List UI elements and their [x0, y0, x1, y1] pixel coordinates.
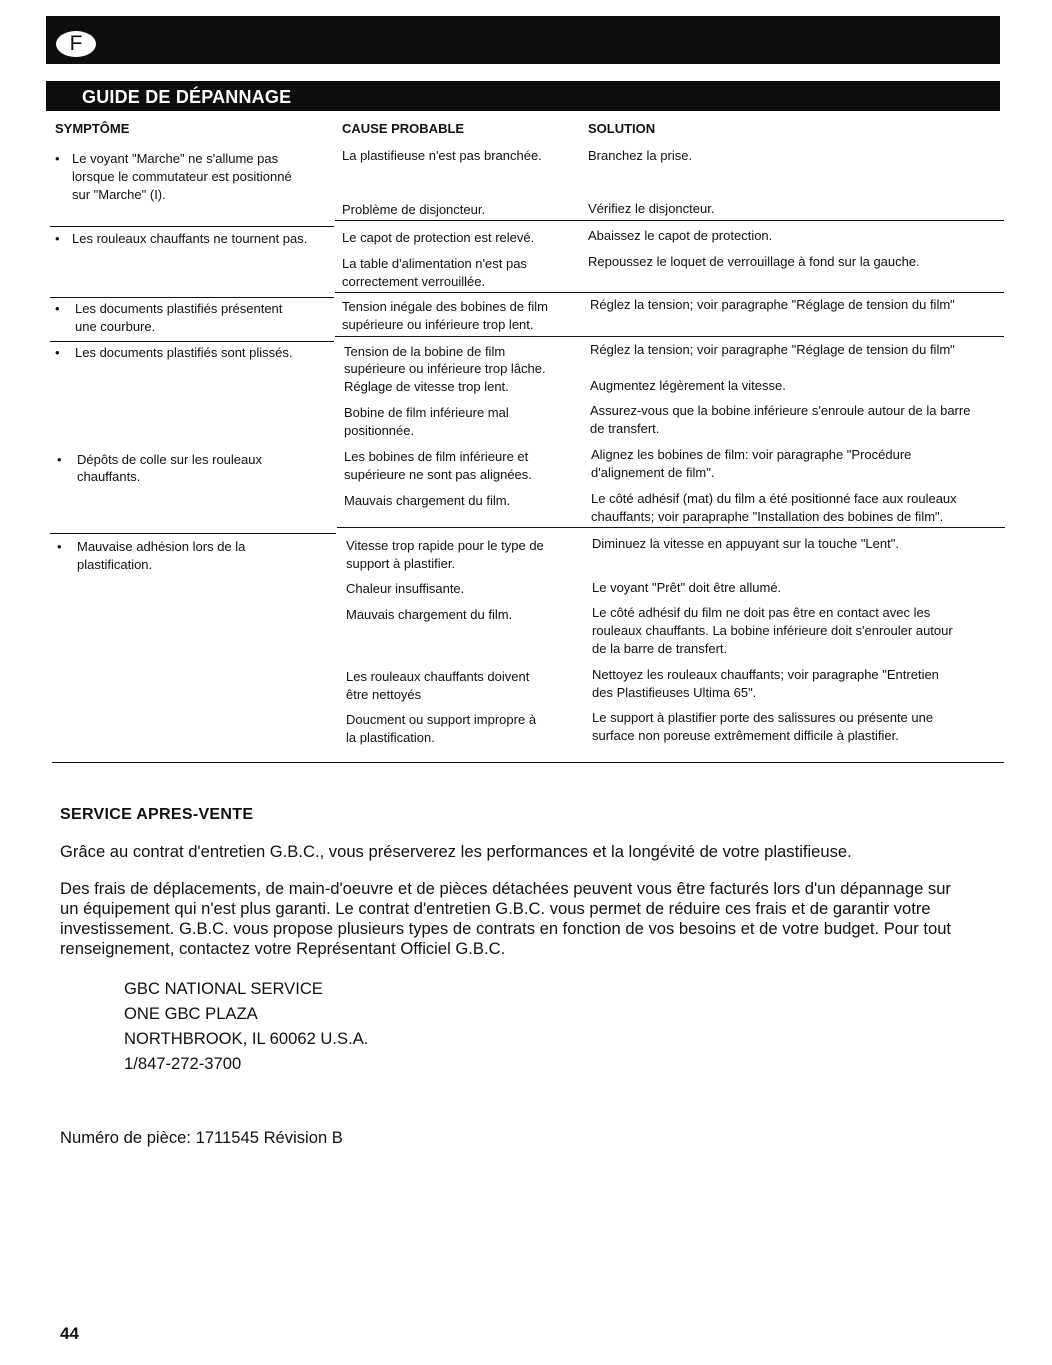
part-number: Numéro de pièce: 1711545 Révision B — [60, 1128, 343, 1147]
cause-line: positionnée. — [344, 423, 415, 438]
solution-line: Le support à plastifier porte des salissures ou présente une — [592, 710, 934, 725]
service-paragraph-2-line: investissement. G.B.C. vous propose plusieurs types de contrats en fonction de vos besoins et de votre budget. Pour tout — [60, 919, 952, 938]
symptom-line: lorsque le commutateur est positionné — [72, 169, 292, 184]
column-header-solution: SOLUTION — [588, 121, 656, 136]
solution-line: Branchez la prise. — [588, 148, 693, 163]
cause-line: la plastification. — [346, 730, 435, 745]
solution-line: Réglez la tension; voir paragraphe "Réglage de tension du film" — [590, 297, 955, 312]
table-bottom-rule — [52, 762, 1004, 763]
symptom-line: Les documents plastifiés sont plissés. — [75, 345, 293, 360]
symptom-line: Le voyant "Marche" ne s'allume pas — [72, 151, 279, 166]
bullet: • — [57, 539, 62, 554]
bullet: • — [55, 151, 60, 166]
symptom-line: Dépôts de colle sur les rouleaux — [77, 452, 262, 467]
solution-line: de la barre de transfert. — [592, 641, 728, 656]
solution-line: Abaissez le capot de protection. — [588, 228, 773, 243]
cause-line: supérieure ne sont pas alignées. — [344, 467, 532, 482]
page-number: 44 — [60, 1324, 79, 1343]
bullet: • — [57, 452, 62, 467]
solution-line: Alignez les bobines de film: voir paragraphe "Procédure — [591, 447, 912, 462]
row-divider — [50, 297, 334, 298]
cause-line: Réglage de vitesse trop lent. — [344, 379, 509, 394]
solution-line: de transfert. — [590, 421, 660, 436]
phone-number: 1/847-272-3700 — [124, 1054, 242, 1073]
cause-line: être nettoyés — [346, 687, 422, 702]
solution-line: chauffants; voir parapraphe "Installation des bobines de film". — [591, 509, 944, 524]
solution-line: Repoussez le loquet de verrouillage à fond sur la gauche. — [588, 254, 920, 269]
row-divider — [50, 226, 334, 227]
service-title: SERVICE APRES-VENTE — [60, 806, 254, 823]
bullet: • — [55, 301, 60, 316]
cause-line: La table d'alimentation n'est pas — [342, 256, 527, 271]
row-divider — [335, 292, 1004, 293]
solution-line: Vérifiez le disjoncteur. — [588, 201, 715, 216]
column-header-cause: CAUSE PROBABLE — [342, 121, 465, 136]
cause-line: La plastifieuse n'est pas branchée. — [342, 148, 542, 163]
service-paragraph-1: Grâce au contrat d'entretien G.B.C., vous préserverez les performances et la longévité de votre plastifieuse. — [60, 842, 852, 861]
cause-line: Mauvais chargement du film. — [346, 607, 513, 622]
address-line: NORTHBROOK, IL 60062 U.S.A. — [124, 1029, 369, 1048]
solution-line: Diminuez la vitesse en appuyant sur la touche "Lent". — [592, 536, 899, 551]
solution-line: Assurez-vous que la bobine inférieure s'enroule autour de la barre — [590, 403, 971, 418]
cause-line: Le capot de protection est relevé. — [342, 230, 535, 245]
row-divider — [337, 527, 1005, 528]
bullet: • — [55, 231, 60, 246]
service-paragraph-2-line: renseignement, contactez votre Représentant Officiel G.B.C. — [60, 939, 506, 958]
cause-line: Vitesse trop rapide pour le type de — [346, 538, 544, 553]
cause-line: Chaleur insuffisante. — [346, 581, 465, 596]
solution-line: surface non poreuse extrêmement difficile à plastifier. — [592, 728, 899, 743]
solution-line: Le côté adhésif du film ne doit pas être en contact avec les — [592, 605, 931, 620]
solution-line: Augmentez légèrement la vitesse. — [590, 378, 786, 393]
address-line: GBC NATIONAL SERVICE — [124, 979, 323, 998]
row-divider — [335, 220, 1004, 221]
solution-line: des Plastifieuses Ultima 65". — [592, 685, 757, 700]
cause-line: support à plastifier. — [346, 556, 456, 571]
column-header-symptom: SYMPTÔME — [55, 121, 130, 136]
symptom-line: Les documents plastifiés présentent — [75, 301, 283, 316]
language-badge: F — [56, 31, 96, 57]
cause-line: Mauvais chargement du film. — [344, 493, 511, 508]
row-divider — [50, 341, 334, 342]
solution-line: Nettoyez les rouleaux chauffants; voir paragraphe "Entretien — [592, 667, 939, 682]
section-title: GUIDE DE DÉPANNAGE — [82, 87, 292, 107]
row-divider — [335, 336, 1004, 337]
symptom-line: plastification. — [77, 557, 153, 572]
cause-line: Doucment ou support impropre à — [346, 712, 537, 727]
symptom-line: chauffants. — [77, 469, 141, 484]
cause-line: Les rouleaux chauffants doivent — [346, 669, 530, 684]
solution-line: Le voyant "Prêt" doit être allumé. — [592, 580, 782, 595]
symptom-line: Mauvaise adhésion lors de la — [77, 539, 246, 554]
address-line: ONE GBC PLAZA — [124, 1004, 258, 1023]
cause-line: Bobine de film inférieure mal — [344, 405, 509, 420]
service-paragraph-2-line: Des frais de déplacements, de main-d'oeuvre et de pièces détachées peuvent vous être facturés lors d'un dépannage sur — [60, 879, 951, 898]
row-divider — [50, 533, 336, 534]
solution-line: Réglez la tension; voir paragraphe "Réglage de tension du film" — [590, 342, 955, 357]
cause-line: Tension inégale des bobines de film — [342, 299, 548, 314]
cause-line: Les bobines de film inférieure et — [344, 449, 529, 464]
section-header-bar — [46, 81, 1000, 111]
solution-line: rouleaux chauffants. La bobine inférieure doit s'enrouler autour — [592, 623, 953, 638]
cause-line: correctement verrouillée. — [342, 274, 486, 289]
solution-line: Le côté adhésif (mat) du film a été positionné face aux rouleaux — [591, 491, 957, 506]
cause-line: supérieure ou inférieure trop lent. — [342, 317, 534, 332]
symptom-line: une courbure. — [75, 319, 156, 334]
cause-line: supérieure ou inférieure trop lâche. — [344, 361, 546, 376]
solution-line: d'alignement de film". — [591, 465, 715, 480]
symptom-line: Les rouleaux chauffants ne tournent pas. — [72, 231, 308, 246]
cause-line: Tension de la bobine de film — [344, 344, 506, 359]
symptom-line: sur "Marche" (I). — [72, 187, 166, 202]
top-banner — [46, 16, 1000, 64]
cause-line: Problème de disjoncteur. — [342, 202, 486, 217]
service-paragraph-2-line: un équipement qui n'est plus garanti. Le contrat d'entretien G.B.C. vous permet de réduire ces frais et de garantir votre — [60, 899, 931, 918]
bullet: • — [55, 345, 60, 360]
